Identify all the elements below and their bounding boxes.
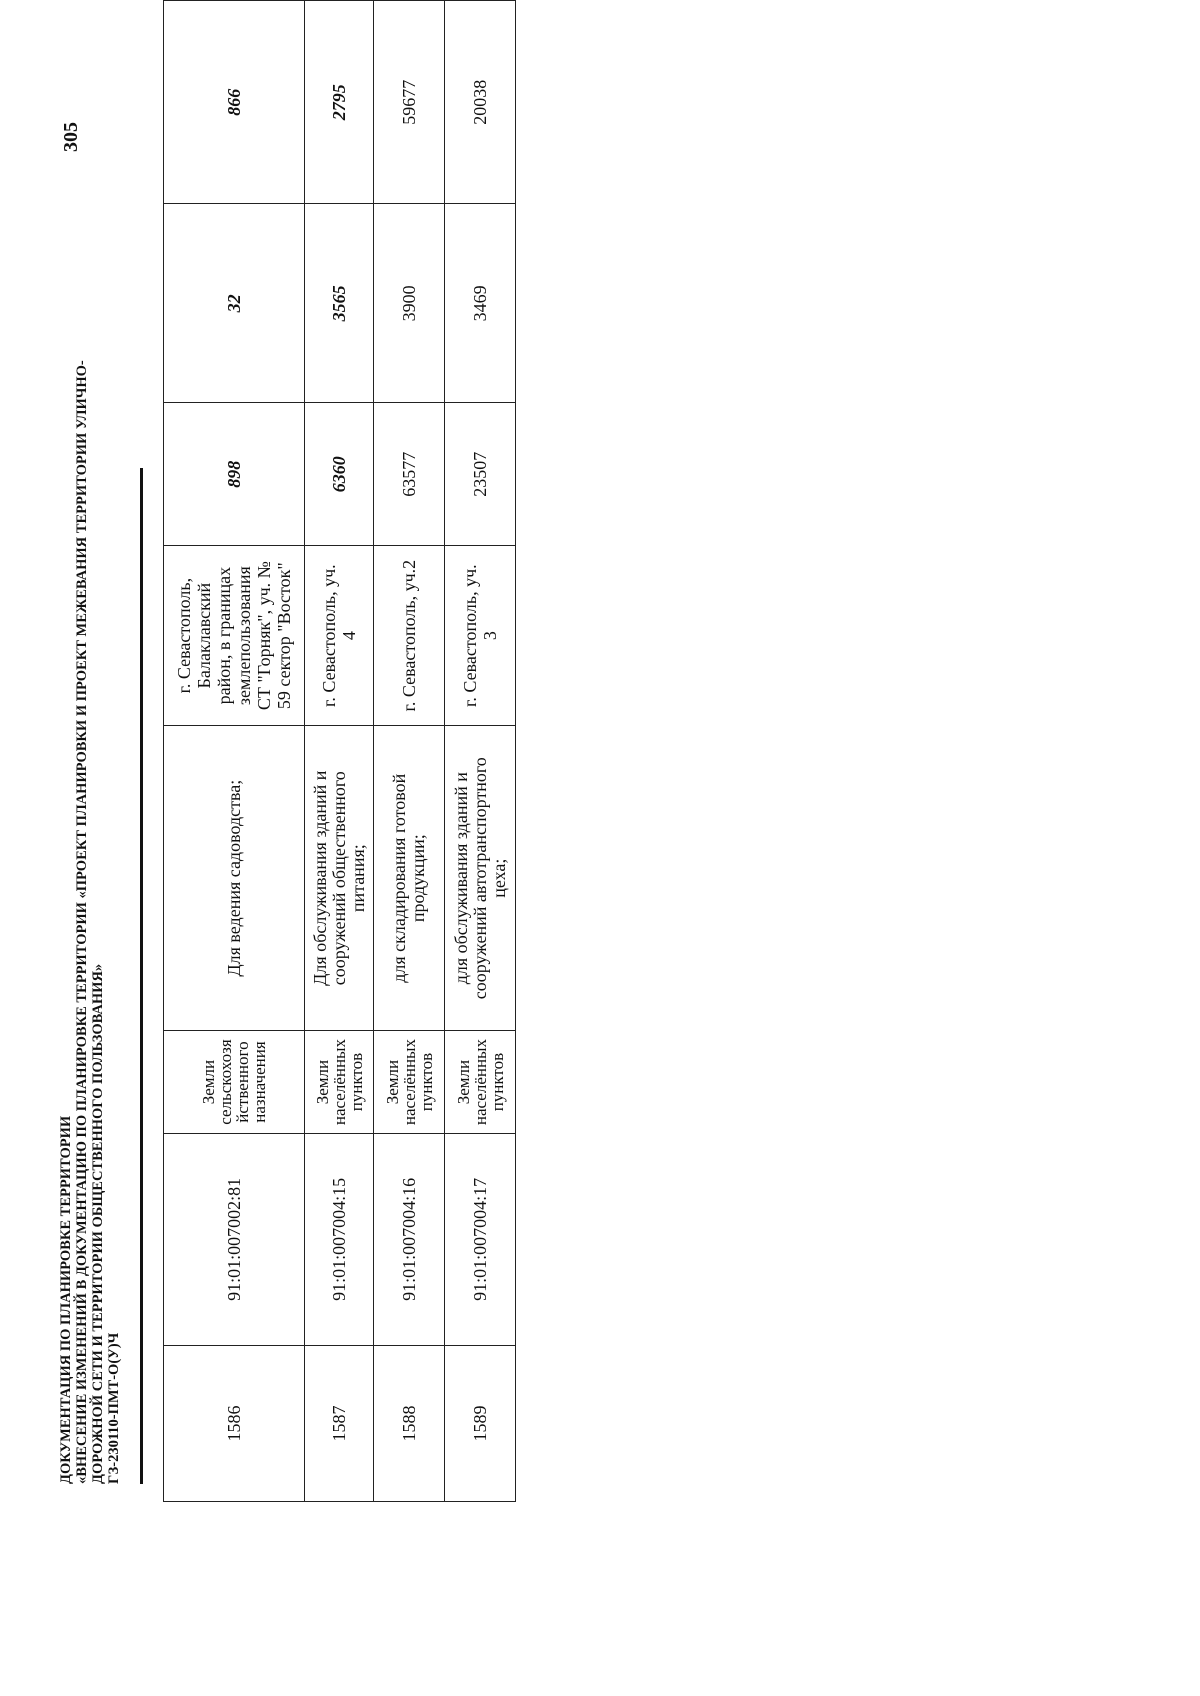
area-remaining: 59677 xyxy=(374,1,445,204)
row-number: 1588 xyxy=(374,1345,445,1501)
land-category: Земли населённых пунктов xyxy=(445,1031,516,1134)
area-within: 3565 xyxy=(305,204,374,403)
row-number: 1587 xyxy=(305,1345,374,1501)
permitted-use: Для ведения садоводства; xyxy=(164,726,305,1031)
area-total: 898 xyxy=(164,403,305,546)
land-plots-table xyxy=(163,0,516,1502)
cadastral-number: 91:01:007004:16 xyxy=(374,1133,445,1345)
area-within: 3469 xyxy=(445,204,516,403)
row-number: 1586 xyxy=(164,1345,305,1501)
table-row xyxy=(164,1,305,1502)
area-remaining: 20038 xyxy=(445,1,516,204)
address: г. Севастополь, уч.2 xyxy=(374,546,445,726)
address: г. Севастополь, Балаклавский район, в границах землепользования СТ "Горняк", уч. № 59 сектор "Восток" xyxy=(164,546,305,726)
area-within: 3900 xyxy=(374,204,445,403)
area-remaining: 2795 xyxy=(305,1,374,204)
header-line-2: «ВНЕСЕНИЕ ИЗМЕНЕНИЙ В ДОКУМЕНТАЦИЮ ПО ПЛАНИРОВКЕ ТЕРРИТОРИИ «ПРОЕКТ ПЛАНИРОВКИ И ПРОЕКТ МЕЖЕВАНИЯ ТЕРРИТОРИИ УЛИЧНО- xyxy=(74,360,90,1484)
page-number: 305 xyxy=(60,122,82,152)
land-category: Земли населённых пунктов xyxy=(374,1031,445,1134)
header-line-1: ДОКУМЕНТАЦИЯ ПО ПЛАНИРОВКЕ ТЕРРИТОРИИ xyxy=(58,1115,74,1484)
area-remaining: 866 xyxy=(164,1,305,204)
land-category: Земли сельскохозя йственного назначения xyxy=(164,1031,305,1134)
permitted-use: для складирования готовой продукции; xyxy=(374,726,445,1031)
area-within: 32 xyxy=(164,204,305,403)
table-row xyxy=(305,1,374,1502)
area-total: 23507 xyxy=(445,403,516,546)
land-category: Земли населённых пунктов xyxy=(305,1031,374,1134)
cadastral-number: 91:01:007002:81 xyxy=(164,1133,305,1345)
table-row xyxy=(445,1,516,1502)
header-divider xyxy=(140,468,143,1484)
area-total: 6360 xyxy=(305,403,374,546)
row-number: 1589 xyxy=(445,1345,516,1501)
cadastral-number: 91:01:007004:15 xyxy=(305,1133,374,1345)
table-row xyxy=(374,1,445,1502)
document-header xyxy=(58,324,122,1484)
address: г. Севастополь, уч. 3 xyxy=(445,546,516,726)
permitted-use: для обслуживания зданий и сооружений автотранспортного цеха; xyxy=(445,726,516,1031)
permitted-use: Для обслуживания зданий и сооружений общественного питания; xyxy=(305,726,374,1031)
header-line-3: ДОРОЖНОЙ СЕТИ И ТЕРРИТОРИИ ОБЩЕСТВЕННОГО ПОЛЬЗОВАНИЯ» xyxy=(90,963,106,1484)
area-total: 63577 xyxy=(374,403,445,546)
cadastral-number: 91:01:007004:17 xyxy=(445,1133,516,1345)
header-line-4: ГЗ-230110-ПМТ-О(У)Ч xyxy=(106,1332,122,1484)
address: г. Севастополь, уч. 4 xyxy=(305,546,374,726)
